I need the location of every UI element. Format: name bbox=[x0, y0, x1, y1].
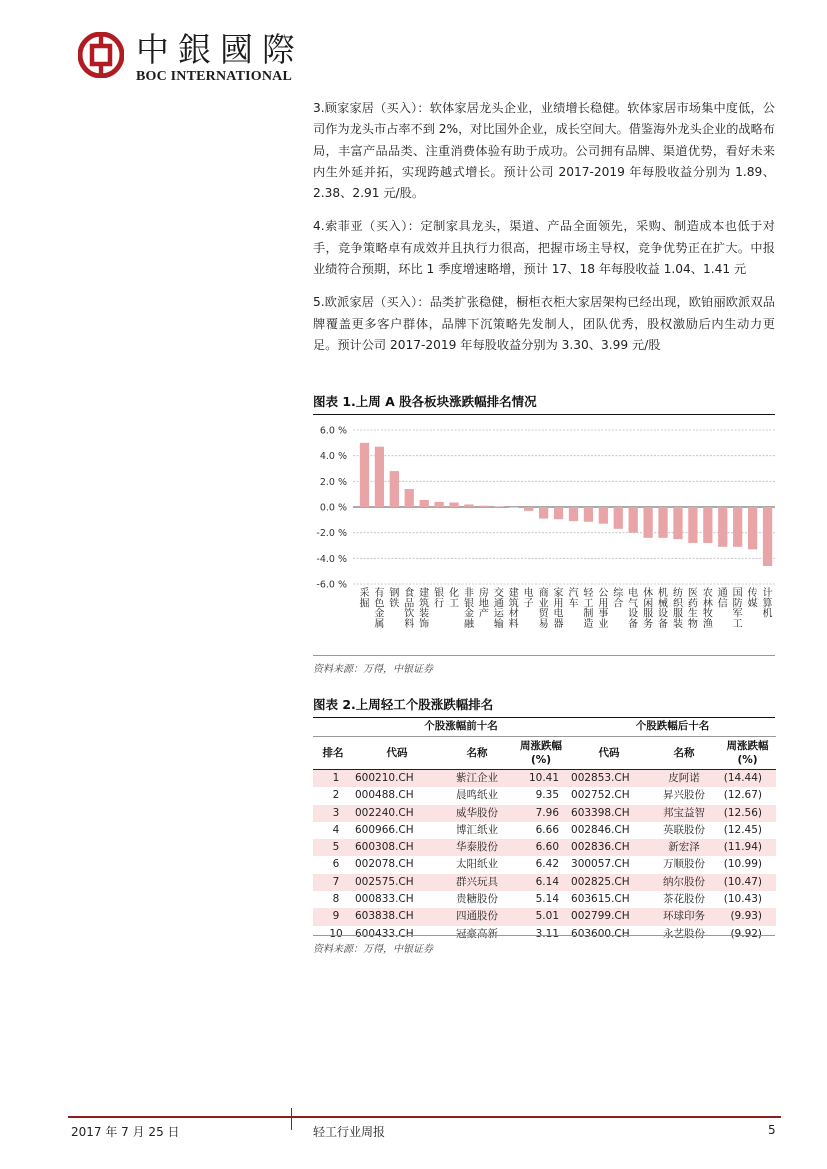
cell-code: 600210.CH bbox=[353, 770, 441, 788]
bar bbox=[658, 507, 667, 538]
cell-change: (10.99) bbox=[723, 858, 763, 871]
x-category-label: 综合 bbox=[613, 588, 624, 610]
cell-name: 新宏泽 bbox=[649, 839, 719, 856]
x-category-label: 非银金融 bbox=[463, 588, 474, 630]
cell-name: 永艺股份 bbox=[663, 927, 706, 940]
cell-name: 纳尔股份 bbox=[649, 874, 719, 891]
cell-name: 万顺股份 bbox=[663, 858, 706, 871]
cell-code: 300057.CH bbox=[571, 858, 630, 871]
table-row bbox=[313, 787, 776, 804]
cell-change: 5.01 bbox=[513, 908, 569, 925]
cell-name: 四通股份 bbox=[441, 908, 513, 925]
x-category-label: 纺织服装 bbox=[672, 588, 683, 630]
cell-code: 600966.CH bbox=[355, 823, 414, 836]
cell-rank: 7 bbox=[313, 874, 353, 891]
x-category-label: 计算机 bbox=[762, 588, 773, 620]
footer-report-title: 轻工行业周报 bbox=[313, 1125, 386, 1139]
y-tick-label: -2.0 % bbox=[316, 528, 347, 540]
cell-name: 茶花股份 bbox=[663, 893, 706, 906]
header-rank: 排名 bbox=[313, 737, 353, 770]
bar bbox=[688, 507, 697, 543]
y-tick-label: 6.0 % bbox=[319, 425, 347, 437]
cell-name: 邦宝益智 bbox=[649, 805, 719, 822]
group-top-gainers: 个股涨幅前十名 bbox=[353, 715, 569, 737]
x-category-label: 交通运输 bbox=[493, 588, 504, 630]
cell-code: 002825.CH bbox=[569, 874, 649, 891]
cell-code: 603615.CH bbox=[571, 893, 630, 906]
cell-name: 冠豪高新 bbox=[456, 927, 498, 940]
cell-change: (10.47) bbox=[719, 874, 776, 891]
bar bbox=[405, 489, 414, 507]
table-row bbox=[313, 891, 776, 908]
bar bbox=[733, 507, 742, 547]
x-category-label: 建筑装饰 bbox=[419, 588, 430, 630]
boc-emblem-icon bbox=[78, 32, 124, 78]
cell-name: 群兴玩具 bbox=[441, 874, 513, 891]
y-tick-label: 4.0 % bbox=[319, 451, 347, 463]
bar bbox=[539, 507, 548, 519]
bar bbox=[524, 507, 533, 511]
cell-code: 002240.CH bbox=[353, 805, 441, 822]
bar bbox=[494, 506, 503, 507]
table-row bbox=[313, 805, 776, 822]
cell-rank: 5 bbox=[313, 839, 353, 856]
cell-change: 9.35 bbox=[535, 789, 560, 802]
bar bbox=[464, 504, 473, 507]
x-category-label: 电子 bbox=[523, 588, 534, 610]
x-category-label: 房地产 bbox=[478, 588, 489, 620]
bar bbox=[554, 507, 563, 519]
header-change: 周涨跌幅 (%) bbox=[513, 737, 569, 770]
recommendation-text bbox=[313, 98, 775, 368]
paragraph-sofia: 4.索菲亚（买入）：定制家具龙头，渠道、产品全面领先，采购、制造成本也低于对手，竞争策略卓有成效并且执行力很高，把握市场主导权，竞争优势正在扩大。中报业绩符合预期，环比 1 季度增速略增，预计 17、18 年每股收益 1.04、1.41 元 bbox=[313, 219, 775, 277]
table-row bbox=[313, 856, 776, 873]
cell-code: 002853.CH bbox=[569, 770, 649, 788]
boc-international-logo bbox=[78, 30, 318, 86]
cell-name: 英联股份 bbox=[663, 823, 706, 836]
bar bbox=[643, 507, 652, 538]
x-category-label: 休闲服务 bbox=[643, 588, 654, 630]
cell-name: 皮阿诺 bbox=[649, 770, 719, 788]
x-category-label: 传媒 bbox=[747, 588, 758, 610]
cell-change: 7.96 bbox=[513, 805, 569, 822]
bar bbox=[360, 443, 369, 507]
bar bbox=[673, 507, 682, 539]
header-change: 周涨跌幅 (%) bbox=[719, 737, 776, 770]
cell-code: 002575.CH bbox=[353, 874, 441, 891]
cell-code: 603600.CH bbox=[571, 927, 630, 940]
x-category-label: 采掘 bbox=[359, 588, 370, 610]
header-code: 代码 bbox=[569, 737, 649, 770]
table-row bbox=[313, 822, 776, 839]
cell-code: 603398.CH bbox=[569, 805, 649, 822]
x-category-label: 国防军工 bbox=[732, 588, 743, 630]
header-name: 名称 bbox=[649, 737, 719, 770]
bar bbox=[390, 471, 399, 507]
stock-ranking-table bbox=[313, 715, 776, 943]
bar bbox=[479, 506, 488, 507]
cell-rank: 4 bbox=[332, 823, 340, 836]
x-category-label: 有色金属 bbox=[374, 588, 385, 630]
cell-rank: 2 bbox=[332, 789, 340, 802]
cell-rank: 9 bbox=[313, 908, 353, 925]
x-category-label: 机械设备 bbox=[658, 588, 669, 630]
bar bbox=[763, 507, 772, 566]
cell-change: 6.42 bbox=[535, 858, 560, 871]
bar bbox=[420, 500, 429, 507]
figure1-source: 资料来源：万得，中银证券 bbox=[313, 655, 775, 675]
cell-change: (12.45) bbox=[723, 823, 763, 836]
cell-change: 6.14 bbox=[513, 874, 569, 891]
bar bbox=[375, 447, 384, 507]
figure2-source: 资料来源：万得，中银证券 bbox=[313, 935, 775, 955]
cell-code: 002836.CH bbox=[569, 839, 649, 856]
cell-code: 002078.CH bbox=[355, 858, 414, 871]
cell-change: (9.92) bbox=[730, 927, 763, 940]
bar bbox=[703, 507, 712, 543]
x-category-label: 钢铁 bbox=[389, 588, 400, 610]
x-category-label: 医药生物 bbox=[687, 588, 698, 630]
cell-code: 600308.CH bbox=[353, 839, 441, 856]
bar bbox=[584, 507, 593, 522]
bar bbox=[629, 507, 638, 533]
bar bbox=[449, 503, 458, 507]
bar bbox=[509, 507, 518, 508]
sector-change-bar-chart bbox=[313, 418, 775, 656]
x-category-label: 家用电器 bbox=[553, 588, 564, 630]
table-row bbox=[313, 908, 776, 925]
group-top-losers: 个股跌幅后十名 bbox=[569, 715, 776, 737]
figure1-title: 图表 1.上周 A 股各板块涨跌幅排名情况 bbox=[313, 392, 775, 415]
cell-name: 威华股份 bbox=[441, 805, 513, 822]
paragraph-gujia: 3.顾家家居（买入）：软体家居龙头企业，业绩增长稳健。软体家居市场集中度低，公司作为龙头市占率不到 2%，对比国外企业，成长空间大。借鉴海外龙头企业的战略布局，丰富产品品类、注重消费体验有助于成功。公司拥有品牌、渠道优势，看好未来内生外延并拓，实现跨越式增长。预计公司 2017-2019 年每股收益分别为 1.89、2.38、2.91 元/股。 bbox=[313, 101, 775, 201]
cell-rank: 3 bbox=[313, 805, 353, 822]
table-row bbox=[313, 770, 776, 788]
bar bbox=[748, 507, 757, 549]
y-tick-label: -6.0 % bbox=[316, 579, 347, 591]
cell-rank: 1 bbox=[313, 770, 353, 788]
footer-date: 2017 年 7 月 25 日 bbox=[71, 1125, 180, 1139]
bar bbox=[434, 502, 443, 507]
cell-rank: 8 bbox=[332, 893, 340, 906]
cell-name: 博汇纸业 bbox=[456, 823, 498, 836]
x-category-label: 食品饮料 bbox=[404, 588, 415, 630]
y-tick-label: 2.0 % bbox=[319, 476, 347, 488]
logo-english-name: BOC INTERNATIONAL bbox=[136, 69, 292, 84]
y-tick-label: -4.0 % bbox=[316, 553, 347, 565]
bar bbox=[599, 507, 608, 524]
paragraph-oppein: 5.欧派家居（买入）：品类扩张稳健，橱柜衣柜大家居架构已经出现，欧铂丽欧派双品牌覆盖更多客户群体，品牌下沉策略先发制人，团队优秀，股权激励后内生动力更足。预计公司 2017-2019 年每股收益分别为 3.30、3.99 元/股 bbox=[313, 295, 775, 352]
table-row bbox=[313, 874, 776, 891]
cell-rank: 10 bbox=[329, 927, 343, 940]
cell-name: 华泰股份 bbox=[441, 839, 513, 856]
cell-name: 太阳纸业 bbox=[456, 858, 498, 871]
bar bbox=[718, 507, 727, 547]
table-row bbox=[313, 839, 776, 856]
x-category-label: 轻工制造 bbox=[583, 588, 594, 630]
cell-name: 晨鸣纸业 bbox=[456, 789, 498, 802]
logo-chinese-name: 中銀國際 bbox=[136, 30, 304, 69]
figure2-title: 图表 2.上周轻工个股涨跌幅排名 bbox=[313, 695, 775, 718]
x-category-label: 农林牧渔 bbox=[702, 588, 713, 630]
x-category-label: 电气设备 bbox=[628, 588, 639, 630]
page-number: 5 bbox=[768, 1123, 776, 1137]
cell-change: 6.66 bbox=[535, 823, 560, 836]
y-tick-label: 0.0 % bbox=[319, 502, 347, 514]
cell-name: 昇兴股份 bbox=[663, 789, 706, 802]
x-category-label: 化工 bbox=[449, 588, 460, 610]
cell-rank: 6 bbox=[332, 858, 340, 871]
header-code: 代码 bbox=[353, 737, 441, 770]
cell-change: 3.11 bbox=[535, 927, 560, 940]
x-category-label: 商业贸易 bbox=[538, 588, 549, 630]
header-name: 名称 bbox=[441, 737, 513, 770]
footer-separator bbox=[291, 1108, 292, 1130]
cell-change: 6.60 bbox=[513, 839, 569, 856]
bar bbox=[569, 507, 578, 521]
cell-code: 603838.CH bbox=[353, 908, 441, 925]
footer-rule bbox=[68, 1116, 781, 1118]
cell-name: 贵糖股份 bbox=[456, 893, 498, 906]
cell-code: 002752.CH bbox=[571, 789, 630, 802]
x-category-label: 银行 bbox=[434, 588, 445, 610]
cell-code: 000488.CH bbox=[355, 789, 414, 802]
cell-code: 002846.CH bbox=[571, 823, 630, 836]
cell-change: (9.93) bbox=[719, 908, 776, 925]
x-category-label: 汽车 bbox=[568, 588, 579, 610]
cell-code: 002799.CH bbox=[569, 908, 649, 925]
cell-change: 5.14 bbox=[535, 893, 560, 906]
cell-change: (14.44) bbox=[719, 770, 776, 788]
cell-change: (11.94) bbox=[719, 839, 776, 856]
cell-change: (10.43) bbox=[723, 893, 763, 906]
cell-change: 10.41 bbox=[513, 770, 569, 788]
x-category-label: 建筑材料 bbox=[508, 588, 519, 630]
x-category-label: 公用事业 bbox=[598, 588, 609, 630]
cell-name: 紫江企业 bbox=[441, 770, 513, 788]
cell-code: 000833.CH bbox=[355, 893, 414, 906]
x-category-label: 通信 bbox=[717, 588, 728, 610]
cell-name: 环球印务 bbox=[649, 908, 719, 925]
cell-change: (12.67) bbox=[723, 789, 763, 802]
cell-change: (12.56) bbox=[719, 805, 776, 822]
cell-code: 600433.CH bbox=[355, 927, 414, 940]
bar bbox=[614, 507, 623, 529]
